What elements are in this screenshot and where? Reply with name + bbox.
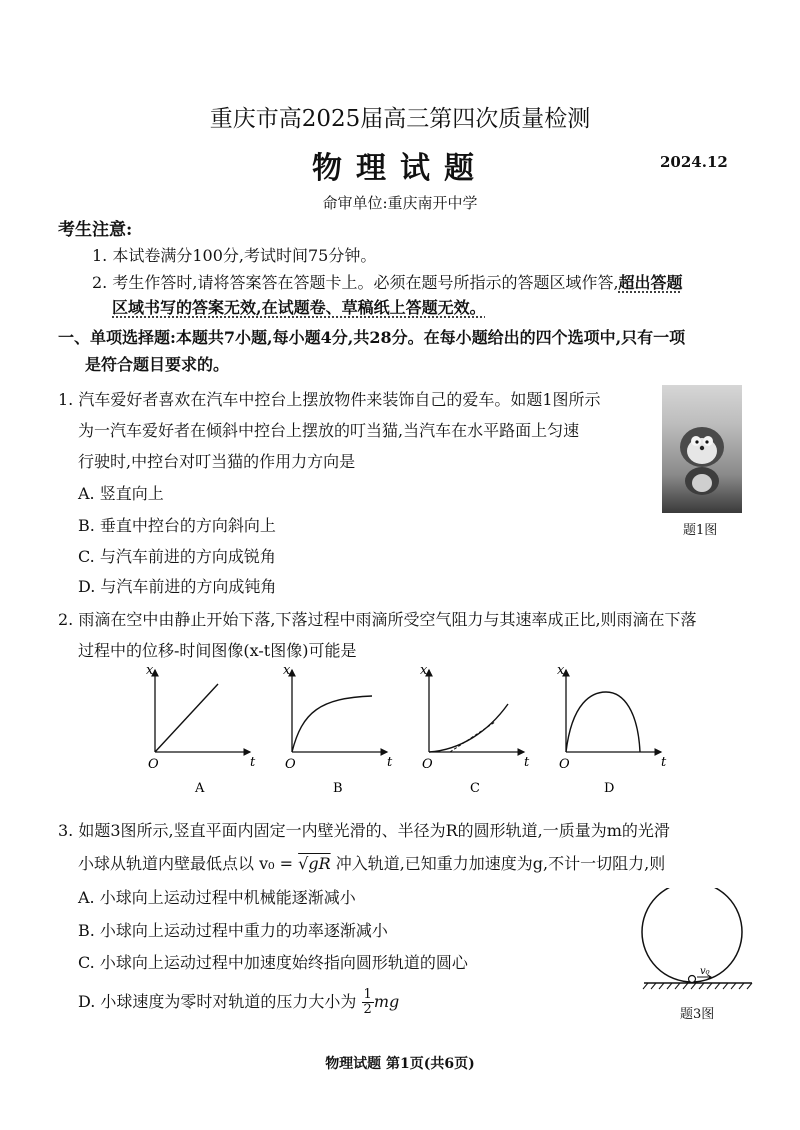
q3-figure-caption: 题3图 bbox=[680, 1007, 715, 1022]
q3-sqrt-gr: √gR bbox=[298, 854, 331, 873]
graph-a-x-label: t bbox=[250, 755, 256, 770]
notice-heading: 考生注意: bbox=[58, 220, 133, 240]
q3-stem-line-2b: 冲入轨道,已知重力加速度为g,不计一切阻力,则 bbox=[330, 854, 666, 873]
graph-b-label: B bbox=[333, 781, 343, 796]
graph-c bbox=[420, 663, 530, 796]
q2-graphs bbox=[140, 662, 700, 802]
q3-option-c: C. 小球向上运动过程中加速度始终指向圆形轨道的圆心 bbox=[78, 953, 468, 972]
q3-frac-den: 2 bbox=[363, 1002, 372, 1017]
graph-a-y-label: x bbox=[146, 663, 154, 678]
graph-d-label: D bbox=[604, 781, 615, 796]
q3-velocity-label: v₀ bbox=[700, 966, 710, 977]
notice-item-2-text: 2. 考生作答时,请将答案答在答题卡上。必须在题号所指示的答题区域作答, bbox=[92, 273, 619, 292]
doraemon-photo bbox=[662, 385, 742, 513]
q3-option-b: B. 小球向上运动过程中重力的功率逐渐减小 bbox=[78, 921, 388, 940]
q3-option-d bbox=[78, 988, 399, 1017]
notice-emphasis-a: 超出答题 bbox=[618, 273, 683, 292]
graph-d-origin: O bbox=[559, 757, 570, 772]
setter-unit: 命审单位:重庆南开中学 bbox=[322, 194, 478, 212]
q3-stem-line-1: 3. 如题3图所示,竖直平面内固定一内壁光滑的、半径为R的圆形轨道,一质量为m的光滑 bbox=[58, 821, 670, 840]
graph-b bbox=[283, 663, 393, 796]
q1-stem-line-2: 为一汽车爱好者在倾斜中控台上摆放的叮当猫,当汽车在水平路面上匀速 bbox=[78, 421, 580, 440]
q1-option-c: C. 与汽车前进的方向成锐角 bbox=[78, 547, 276, 566]
exam-title: 重庆市高2025届高三第四次质量检测 bbox=[209, 106, 591, 132]
notice-item-2 bbox=[92, 270, 683, 293]
graph-c-label: C bbox=[470, 781, 480, 796]
graph-d bbox=[557, 663, 667, 796]
q1-figure-caption: 题1图 bbox=[683, 523, 718, 538]
graph-c-y-label: x bbox=[420, 663, 428, 678]
section-heading: 一、单项选择题:本题共7小题,每小题4分,共28分。在每小题给出的四个选项中,只有一项 bbox=[58, 328, 686, 347]
q3-option-d-text: D. 小球速度为零时对轨道的压力大小为 bbox=[78, 992, 357, 1011]
q2-stem-line-2: 过程中的位移-时间图像(x-t图像)可能是 bbox=[78, 641, 357, 660]
q3-frac-num: 1 bbox=[363, 987, 372, 1002]
graph-a-label: A bbox=[195, 781, 205, 796]
section-heading-cont: 是符合题目要求的。 bbox=[85, 355, 230, 374]
page-footer: 物理试题 第1页(共6页) bbox=[325, 1056, 475, 1072]
q3-fraction bbox=[362, 988, 374, 1017]
graph-c-x-label: t bbox=[524, 755, 530, 770]
q3-stem-line-2 bbox=[78, 851, 665, 874]
graph-b-origin: O bbox=[285, 757, 296, 772]
graph-b-x-label: t bbox=[387, 755, 393, 770]
q1-option-d: D. 与汽车前进的方向成钝角 bbox=[78, 577, 277, 596]
q1-option-a: A. 竖直向上 bbox=[78, 484, 164, 503]
subject-title: 物理试题 bbox=[312, 151, 488, 186]
q1-option-b: B. 垂直中控台的方向斜向上 bbox=[78, 516, 276, 535]
notice-item-1: 1. 本试卷满分100分,考试时间75分钟。 bbox=[92, 246, 377, 265]
q3-stem-line-2a: 小球从轨道内壁最低点以 v₀ = bbox=[78, 854, 299, 873]
graph-d-x-label: t bbox=[661, 755, 667, 770]
q3-option-d-mg: mg bbox=[373, 992, 400, 1011]
graph-c-origin: O bbox=[422, 757, 433, 772]
graph-a bbox=[146, 663, 256, 796]
notice-emphasis-b: 区域书写的答案无效,在试题卷、草稿纸上答题无效。 bbox=[112, 298, 486, 317]
exam-date: 2024.12 bbox=[660, 153, 728, 171]
q3-option-a: A. 小球向上运动过程中机械能逐渐减小 bbox=[78, 888, 356, 907]
graph-a-origin: O bbox=[148, 757, 159, 772]
q1-stem-line-1: 1. 汽车爱好者喜欢在汽车中控台上摆放物件来装饰自己的爱车。如题1图所示 bbox=[58, 390, 601, 409]
graph-b-y-label: x bbox=[283, 663, 291, 678]
q1-stem-line-3: 行驶时,中控台对叮当猫的作用力方向是 bbox=[78, 452, 356, 471]
q2-stem-line-1: 2. 雨滴在空中由静止开始下落,下落过程中雨滴所受空气阻力与其速率成正比,则雨滴在下落 bbox=[58, 610, 697, 629]
q3-figure bbox=[640, 888, 756, 990]
graph-d-y-label: x bbox=[557, 663, 565, 678]
